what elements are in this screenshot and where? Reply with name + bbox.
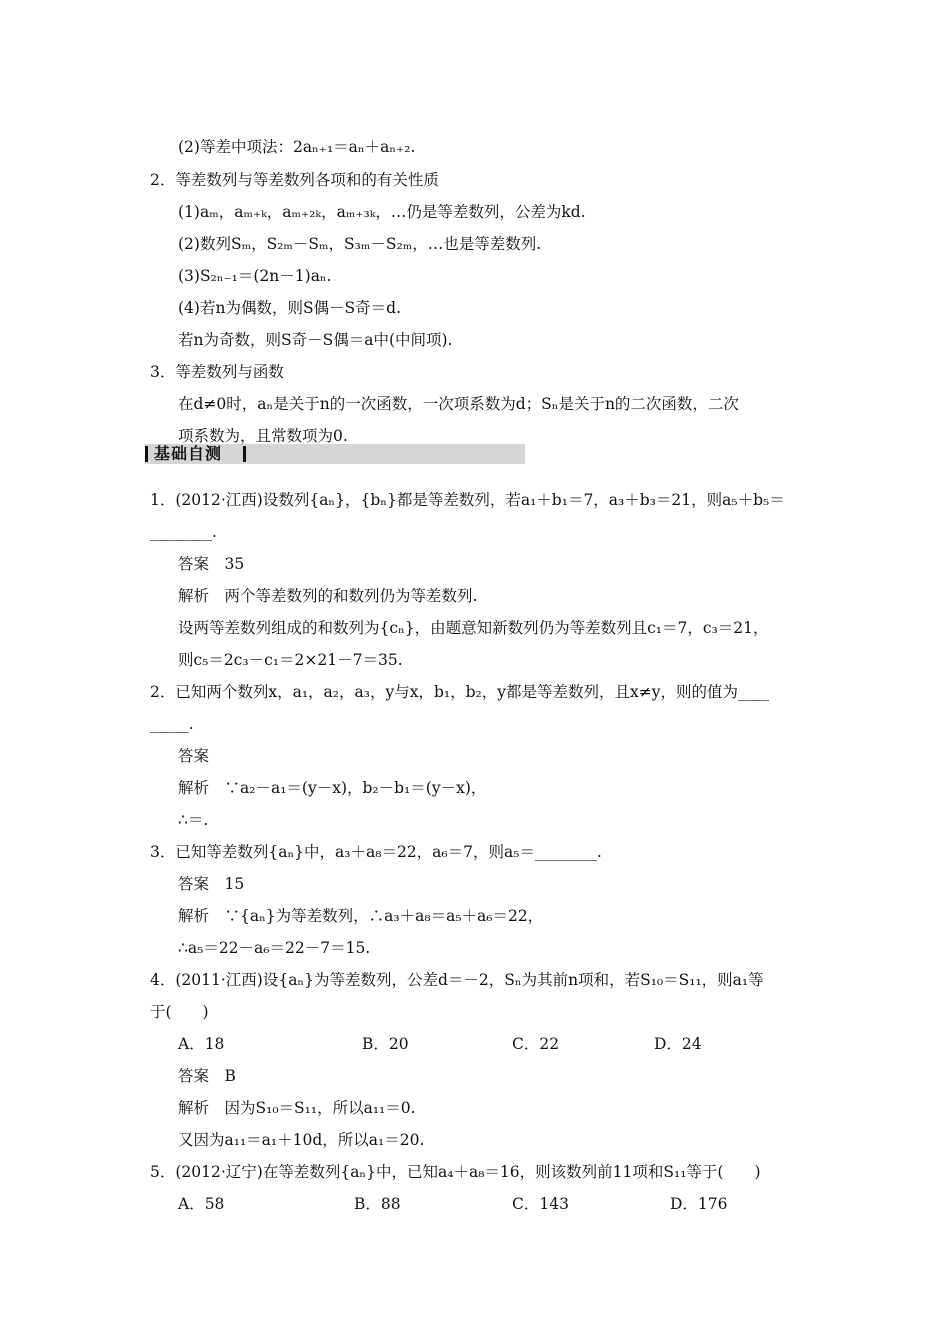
- analysis-line: 解析 因为S₁₀＝S₁₁，所以a₁₁＝0.: [178, 1099, 416, 1117]
- question-5: 5．(2012·辽宁)在等差数列{aₙ}中，已知a₄＋a₈＝16，则该数列前11项和S₁₁等于( ): [150, 1163, 761, 1181]
- answer-line: 答案 35: [178, 555, 245, 573]
- section-header: [145, 444, 525, 464]
- text-line: 3．等差数列与函数: [150, 363, 284, 381]
- text-line: (1)aₘ，aₘ₊ₖ，aₘ₊₂ₖ，aₘ₊₃ₖ，…仍是等差数列，公差为kd.: [178, 203, 586, 221]
- question-3: 3．已知等差数列{aₙ}中，a₃＋a₈＝22，a₆＝7，则a₅＝________.: [150, 843, 602, 861]
- text-line: ________.: [150, 523, 217, 541]
- text-line: 若n为奇数，则S奇－S偶＝a中(中间项).: [178, 331, 453, 349]
- option-c: C．22: [512, 1035, 560, 1053]
- question-2: 2．已知两个数列x，a₁，a₂，a₃，y与x，b₁，b₂，y都是等差数列，且x≠y，则的值为____: [150, 683, 769, 701]
- option-a: A．18: [178, 1035, 225, 1053]
- text-line: 在d≠0时，aₙ是关于n的一次函数，一次项系数为d；Sₙ是关于n的二次函数，二次: [178, 395, 739, 413]
- text-line: (2)数列Sₘ，S₂ₘ－Sₘ，S₃ₘ－S₂ₘ，…也是等差数列.: [178, 235, 542, 253]
- text-line: 设两等差数列组成的和数列为{cₙ}，由题意知新数列仍为等差数列且c₁＝7，c₃＝21，: [178, 619, 769, 637]
- analysis-line: 解析 两个等差数列的和数列仍为等差数列.: [178, 587, 478, 605]
- text-line: 于( ): [150, 1003, 209, 1021]
- header-bar-left: [145, 446, 148, 462]
- text-line: (4)若n为偶数，则S偶－S奇＝d.: [178, 299, 402, 317]
- option-d: D．176: [670, 1195, 728, 1213]
- text-line: 又因为a₁₁＝a₁＋10d，所以a₁＝20.: [178, 1131, 425, 1149]
- answer-line: 答案: [178, 747, 210, 765]
- question-4: 4．(2011·江西)设{aₙ}为等差数列，公差d＝－2，Sₙ为其前n项和，若S₁₀＝S₁₁，则a₁等: [150, 971, 764, 989]
- option-c: C．143: [512, 1195, 569, 1213]
- analysis-line: 解析 ∵a₂－a₁＝(y－x)，b₂－b₁＝(y－x)，: [178, 779, 487, 797]
- text-line: 项系数为，且常数项为0.: [178, 427, 348, 445]
- header-bar-right: [243, 446, 246, 462]
- answer-line: 答案 B: [178, 1067, 236, 1085]
- text-line: 则c₅＝2c₃－c₁＝2×21－7＝35.: [178, 651, 403, 669]
- option-b: B．88: [354, 1195, 401, 1213]
- text-line: (2)等差中项法：2aₙ₊₁＝aₙ＋aₙ₊₂.: [178, 138, 416, 156]
- section-title: 基础自测: [154, 444, 223, 463]
- text-line: 2．等差数列与等差数列各项和的有关性质: [150, 171, 439, 189]
- text-line: ∴a₅＝22－a₆＝22－7＝15.: [178, 939, 371, 957]
- text-line: (3)S₂ₙ₋₁＝(2n－1)aₙ.: [178, 267, 332, 285]
- option-b: B．20: [362, 1035, 409, 1053]
- option-d: D．24: [654, 1035, 702, 1053]
- answer-line: 答案 15: [178, 875, 245, 893]
- text-line: _____.: [150, 715, 194, 733]
- analysis-line: 解析 ∵{aₙ}为等差数列，∴a₃＋a₈＝a₅＋a₆＝22，: [178, 907, 544, 925]
- text-line: ∴＝.: [178, 811, 209, 829]
- question-1: 1．(2012·江西)设数列{aₙ}，{bₙ}都是等差数列，若a₁＋b₁＝7，a₃＋b₃＝21，则a₅＋b₅＝: [150, 491, 785, 509]
- option-a: A．58: [178, 1195, 225, 1213]
